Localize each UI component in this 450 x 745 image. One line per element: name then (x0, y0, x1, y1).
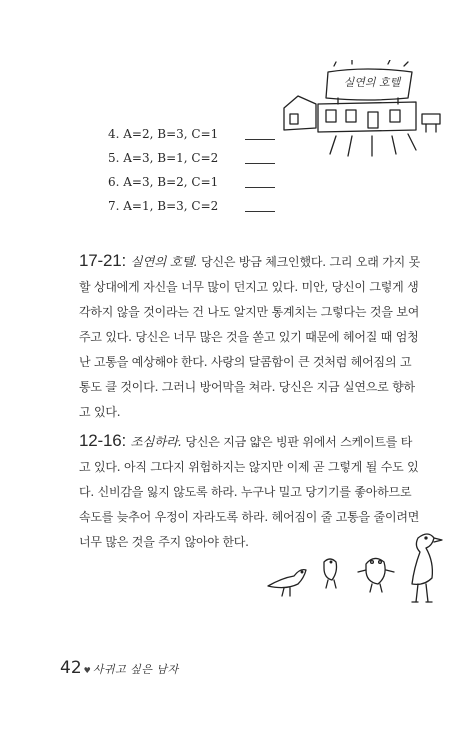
list-item-text: 6. A=3, B=2, C=1 (108, 175, 219, 189)
result-paragraph-17-21 (79, 248, 421, 425)
result-body: 당신은 지금 얇은 빙판 위에서 스케이트를 타고 있다. 아직 그다지 위험하지는 않지만 이제 곧 그렇게 될 수도 있다. 신비감을 잃지 않도록 하라. 누구나 밀고 당기기를 좋아하므로 속도를 늦추어 우정이 자라도록 하라. 헤어짐이 줄 고통을 줄이려면 너무 많은 것을 주지 않아야 한다. (79, 435, 420, 549)
hotel-sign-text: 실연의 호텔 (343, 76, 401, 89)
hotel-illustration (276, 60, 444, 160)
score-range-label: 12-16: (79, 431, 131, 450)
list-item-text: 5. A=3, B=1, C=2 (108, 151, 219, 165)
page-footer (60, 658, 179, 678)
answer-blank (245, 211, 275, 212)
heart-icon: ♥ (83, 666, 91, 675)
answer-blank (245, 139, 275, 140)
result-title: 조심하라. (130, 434, 182, 449)
list-item (108, 126, 258, 150)
list-item (108, 150, 258, 174)
list-item (108, 174, 258, 198)
list-item (108, 198, 258, 222)
birds-illustration (262, 528, 447, 608)
answer-list (108, 126, 258, 222)
answer-blank (245, 187, 275, 188)
score-range-label: 17-21: (79, 251, 131, 270)
list-item-text: 7. A=1, B=3, C=2 (108, 199, 219, 213)
result-body: 당신은 방금 체크인했다. 그리 오래 가지 못할 상대에게 자신을 너무 많이 던지고 있다. 미안, 당신이 그렇게 생각하지 않을 것이라는 건 나도 알지만 통계치는 그렇다는 것을 보여 주고 있다. 당신은 너무 많은 것을 쏟고 있기 때문에 헤어질 때 엄청난 고통을 예상해야 한다. 사랑의 달콤함이 큰 것처럼 헤어짐의 고통도 클 것이다. 그러니 방어막을 쳐라. 당신은 지금 실연으로 향하고 있다. (79, 255, 421, 419)
running-book-title: 사귀고 싶은 남자 (92, 663, 179, 676)
birds-drawing-icon (262, 528, 447, 608)
result-title: 실연의 호텔. (130, 254, 198, 269)
list-item-text: 4. A=2, B=3, C=1 (108, 127, 219, 141)
page-number: 42 (60, 658, 82, 678)
answer-blank (245, 163, 275, 164)
